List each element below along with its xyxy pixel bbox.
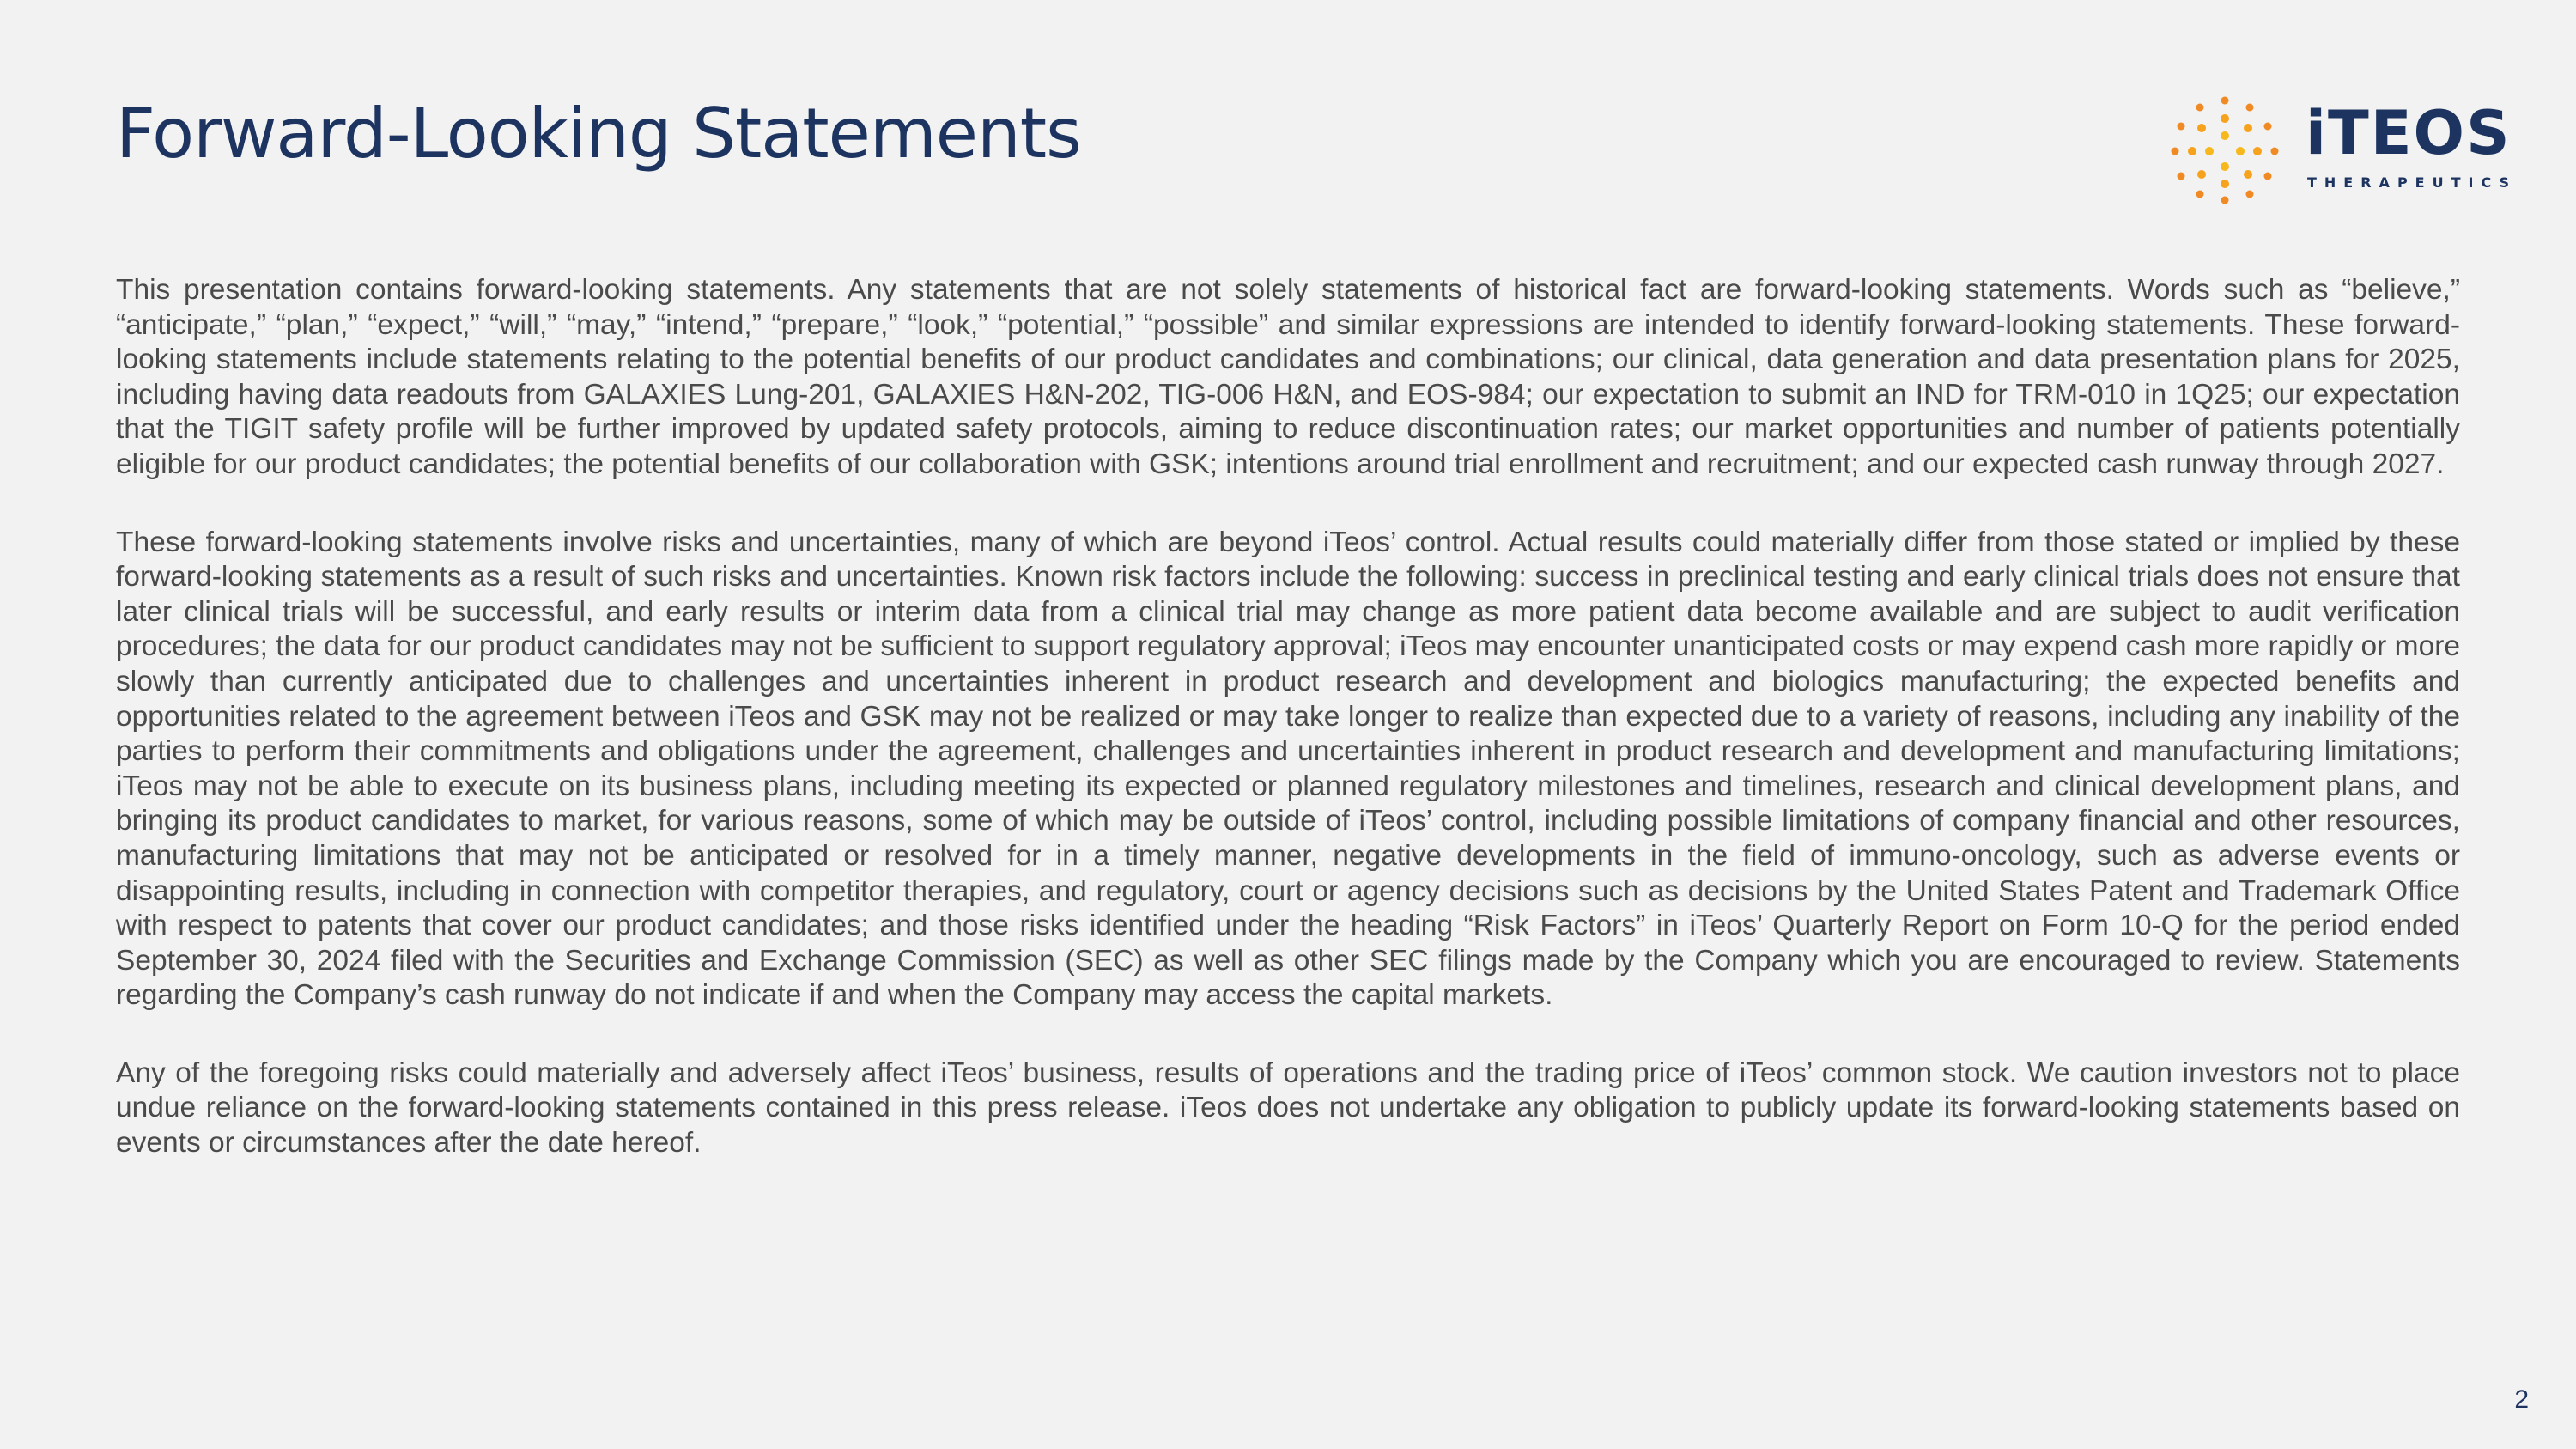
paragraph: Any of the foregoing risks could materially and adversely affect iTeos’ business, results of operations and the trading price of iTeos’ common stock. We caution investors not to place undue reliance on the forward-looking statements contained in this press release. iTeos does not undertake any obligation to publicly update its forward-looking statements based on events or circumstances after the date hereof. <box>116 1056 2460 1160</box>
logo-dot <box>2264 173 2272 180</box>
logo-dot <box>2244 124 2252 132</box>
page-number: 2 <box>2514 1385 2529 1414</box>
logo-dot <box>2271 148 2279 155</box>
logo-dot <box>2221 180 2229 188</box>
logo-dot <box>2221 114 2229 123</box>
logo-dot <box>2172 148 2179 155</box>
sunburst-logo-icon <box>2168 94 2281 206</box>
logo-dot <box>2196 104 2204 112</box>
logo-dot <box>2205 147 2214 155</box>
logo-dot <box>2236 147 2245 155</box>
logo-dot <box>2244 170 2252 179</box>
company-logo <box>2168 94 2518 206</box>
logo-dot <box>2221 131 2229 140</box>
logo-dot <box>2246 191 2254 198</box>
logo-dot <box>2221 97 2229 105</box>
logo-dot <box>2253 147 2262 155</box>
logo-dot <box>2264 123 2272 131</box>
logo-dot <box>2197 124 2206 132</box>
logo-dot <box>2221 197 2229 204</box>
paragraph: This presentation contains forward-looking statements. Any statements that are not solely statements of historical fact are forward-looking statements. Words such as “believe,” “anticipate,” “plan,” “expect,” “will,” “may,” “intend,” “prepare,” “look,” “potential,” “possible” and similar expressions are intended to identify forward-looking statements. These forward-looking statements include statements relating to the potential benefits of our product candidates and combinations; our clinical, data generation and data presentation plans for 2025, including having data readouts from GALAXIES Lung-201, GALAXIES H&N-202, TIG-006 H&N, and EOS-984; our expectation to submit an IND for TRM-010 in 1Q25; our expectation that the TIGIT safety profile will be further improved by updated safety protocols, aiming to reduce discontinuation rates; our market opportunities and number of patients potentially eligible for our product candidates; the potential benefits of our collaboration with GSK; intentions around trial enrollment and recruitment; and our expected cash runway through 2027. <box>116 274 2460 480</box>
page-title: Forward-Looking Statements <box>116 94 1081 174</box>
statement-body <box>116 273 2460 1204</box>
logo-dot <box>2188 147 2196 155</box>
logo-dot <box>2178 123 2185 131</box>
logo-dot <box>2246 104 2254 112</box>
logo-dot <box>2196 191 2204 198</box>
logo-dot <box>2197 170 2206 179</box>
logo-tagline: THERAPEUTICS <box>2307 174 2518 191</box>
logo-wordmark: iTEOS <box>2306 98 2512 168</box>
logo-dot <box>2178 173 2185 180</box>
paragraph: These forward-looking statements involve risks and uncertainties, many of which are beyond iTeos’ control. Actual results could materially differ from those stated or implied by these forward-looking statements as a result of such risks and uncertainties. Known risk factors include the following: success in preclinical testing and early clinical trials does not ensure that later clinical trials will be successful, and early results or interim data from a clinical trial may change as more patient data become available and are subject to audit verification procedures; the data for our product candidates may not be sufficient to support regulatory approval; iTeos may encounter unanticipated costs or may expend cash more rapidly or more slowly than currently anticipated due to challenges and uncertainties inherent in product research and development and biologics manufacturing; the expected benefits and opportunities related to the agreement between iTeos and GSK may not be realized or may take longer to realize than expected due to a variety of reasons, including any inability of the parties to perform their commitments and obligations under the agreement, challenges and uncertainties inherent in product research and development and manufacturing limitations; iTeos may not be able to execute on its business plans, including meeting its expected or planned regulatory milestones and timelines, research and clinical development plans, and bringing its product candidates to market, for various reasons, some of which may be outside of iTeos’ control, including possible limitations of company financial and other resources, manufacturing limitations that may not be anticipated or resolved for in a timely manner, negative developments in the field of immuno-oncology, such as adverse events or disappointing results, including in connection with competitor therapies, and regulatory, court or agency decisions such as decisions by the United States Patent and Trademark Office with respect to patents that cover our product candidates; and those risks identified under the heading “Risk Factors” in iTeos’ Quarterly Report on Form 10-Q for the period ended September 30, 2024 filed with the Securities and Exchange Commission (SEC) as well as other SEC filings made by the Company which you are encouraged to review. Statements regarding the Company’s cash runway do not indicate if and when the Company may access the capital markets. <box>116 526 2460 1012</box>
logo-dot <box>2221 162 2229 171</box>
